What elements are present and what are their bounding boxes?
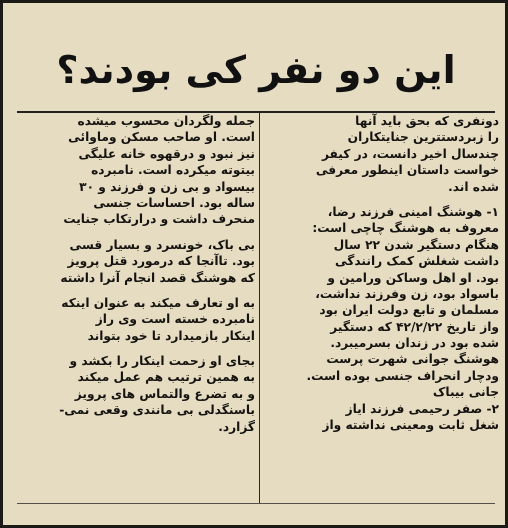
text-line: هوشنگ جوانی شهرت پرست xyxy=(326,352,499,367)
text-line: ۱- هوشنگ امینی فرزند رضا، xyxy=(327,204,499,219)
text-line: ودچار انحراف جنسی بوده است. xyxy=(306,368,499,383)
text-line: شده اند. xyxy=(448,179,499,194)
text-line: منحرف داشت و درارتکاب جنایت xyxy=(63,212,255,227)
text-line: به او تعارف میکند به عنوان اینکه xyxy=(61,295,255,310)
text-line: است. او صاحب مسکن وماوائی xyxy=(68,130,255,145)
text-line: دونفری که بحق باید آنها xyxy=(355,114,499,128)
text-line: واز تاریخ ۴۲/۲/۲۲ که دستگیر xyxy=(330,319,499,334)
text-line: نیز نبود و درقهوه خانه علیگی xyxy=(78,146,255,161)
text-line: به همین ترتیب هم عمل میکند xyxy=(77,370,255,385)
right-column xyxy=(265,113,499,433)
text-line: شده بود در زندان بسرمیبرد. xyxy=(330,336,499,351)
text-line: خواست داستان اینطور معرفی xyxy=(315,163,499,178)
text-line: بی باک، خونسرد و بسیار قسی xyxy=(69,237,255,252)
text-line: گزارد. xyxy=(218,419,255,434)
text-line: اینکار بازمیدارد تا خود بتواند xyxy=(87,328,255,343)
text-line: هنگام دستگیر شدن ۲۲ سال xyxy=(333,237,499,252)
text-line: و به تضرع والتماس های پرویز xyxy=(74,386,255,401)
text-line: جمله ولگردان محسوب میشده xyxy=(77,114,255,128)
column-divider xyxy=(259,113,260,503)
subheading: جانی بیباک xyxy=(432,385,499,400)
text-line: که هوشنگ قصد انجام آنرا داشته xyxy=(60,270,255,285)
text-line: معروف به هوشنگ چاچی است: xyxy=(312,221,499,236)
text-line: مسلمان و تابع دولت ایران بود xyxy=(319,303,499,318)
text-line: را زبردستترین جنایتکاران xyxy=(347,130,499,145)
text-line: چندسال اخیر دانست، در کیفر xyxy=(321,146,499,161)
text-line: داشت شغلش کمک رانندگی xyxy=(334,254,499,269)
text-line: بیسواد و بی زن و فرزند و ۳۰ xyxy=(79,179,255,194)
bottom-border xyxy=(17,503,495,504)
article-headline: این دو نفر کی بودند؟ xyxy=(56,48,456,92)
text-line: باسواد بود، زن وفرزند نداشت، xyxy=(315,286,499,301)
text-line: ساله بود. احساسات جنسی xyxy=(93,195,255,210)
text-line: ۲- صفر رحیمی فرزند ایاز xyxy=(345,401,499,416)
text-line: باسنگدلی بی مانندی وقعی نمی- xyxy=(59,403,255,418)
text-line: شغل ثابت ومعینی نداشته واز xyxy=(322,418,499,433)
left-column xyxy=(17,113,255,435)
text-line: نامبرده خسته است وی راز xyxy=(95,312,255,327)
text-line: بود. او اهل وساکن ورامین و xyxy=(327,270,499,285)
text-line: بجای او زحمت اینکار را بکشد و xyxy=(69,354,255,369)
text-line: بود. تاآنجا که درمورد قتل پرویز xyxy=(67,254,255,269)
text-line: بیتوته میکرده است. نامبرده xyxy=(91,163,255,178)
